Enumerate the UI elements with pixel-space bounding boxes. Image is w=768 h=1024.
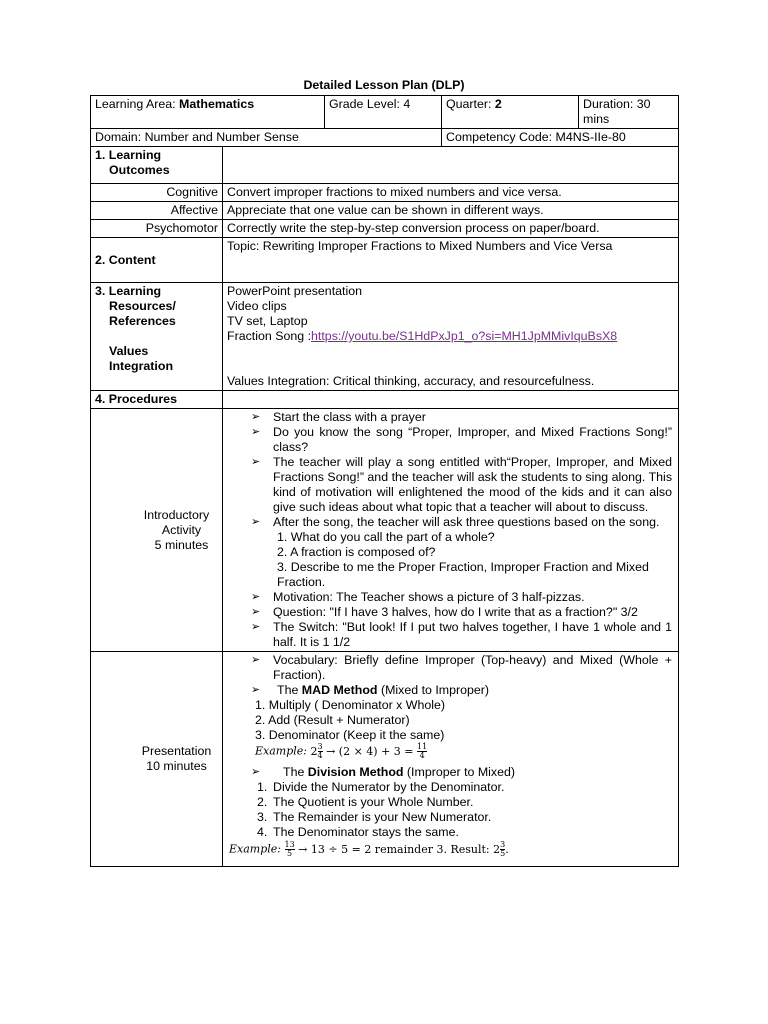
intro-bullet: ➢ Motivation: The Teacher shows a picture of 3 half-pizzas. <box>227 590 672 605</box>
intro-bullet: ➢ The teacher will play a song entitled with“Proper, Improper, and Mixed Fractions Song!” and the teacher will ask the students to sing along. This kind of motivation will enlightened the mood of the kids and it can also give such ideas about what topic that a teacher will about to discuss. <box>227 455 672 515</box>
division-bullet <box>227 765 672 780</box>
intro-bullet: ➢ After the song, the teacher will ask three questions based on the song. <box>227 515 672 530</box>
learning-area-cell <box>91 96 325 129</box>
resources-heading-line1: 3. Learning <box>95 284 162 298</box>
procedures-heading <box>91 391 223 409</box>
lesson-plan-table <box>90 95 679 867</box>
affective-label: Affective <box>91 202 223 220</box>
fraction: $\frac{11}{4}$ <box>417 742 428 760</box>
presentation-label-line1: Presentation <box>141 744 212 758</box>
division-method-title: Division Method <box>307 765 404 779</box>
step-text: The Remainder is your New Numerator. <box>273 810 492 824</box>
example-division-math: $\frac{13}{5}$ → 13 ÷ 5 = 2 remainder 3. Result: 2 $\frac{3}{5}$ . <box>284 840 509 858</box>
intro-question: 1. What do you call the part of a whole? <box>277 530 495 544</box>
resources-heading <box>91 283 223 391</box>
content-topic: Topic: Rewriting Improper Fractions to Mixed Numbers and Vice Versa <box>223 238 679 283</box>
learning-area-value: Mathematics <box>179 97 255 111</box>
mad-pre: The <box>277 683 302 697</box>
mad-step: 3. Denominator (Keep it the same) <box>255 728 445 742</box>
fraction-song-line <box>227 329 674 344</box>
fraction: $\frac{3}{5}$ <box>500 840 506 858</box>
introductory-label-line1: Introductory <box>143 507 210 522</box>
resource-item: Video clips <box>227 299 287 313</box>
div-post: (Improper to Mixed) <box>403 765 516 779</box>
example-division <box>227 841 672 861</box>
intro-bullets-2 <box>227 590 672 650</box>
header-row-2 <box>91 129 679 147</box>
presentation-label-line2: 10 minutes <box>146 759 207 773</box>
outcomes-heading-line2: Outcomes <box>109 163 170 177</box>
resource-item: TV set, Laptop <box>227 314 308 328</box>
resources-heading-line3: References <box>109 314 176 328</box>
presentation-label <box>91 652 223 867</box>
outcomes-heading-line1: 1. Learning <box>95 148 162 162</box>
example-division-label: Example: <box>229 842 281 856</box>
domain-cell: Domain: Number and Number Sense <box>91 129 442 147</box>
intro-bullet: ➢ Do you know the song “Proper, Improper, and Mixed Fractions Song!” class? <box>227 425 672 455</box>
intro-bullet: ➢ Question: "If I have 3 halves, how do I write that as a fraction?" 3/2 <box>227 605 672 620</box>
division-method-line <box>227 765 672 780</box>
affective-text: Appreciate that one value can be shown in different ways. <box>223 202 679 220</box>
resources-list <box>223 283 679 391</box>
division-step <box>227 795 672 810</box>
outcomes-heading-row <box>91 147 679 184</box>
header-row-1 <box>91 96 679 129</box>
values-heading-line1: Values <box>109 344 149 358</box>
step-number: 2. <box>257 795 268 809</box>
grade-level-cell: Grade Level: 4 <box>325 96 442 129</box>
intro-question: 3. Describe to me the Proper Fraction, Improper Fraction and Mixed Fraction. <box>277 560 649 589</box>
introductory-row <box>91 409 679 652</box>
presentation-content <box>223 652 679 867</box>
division-step <box>227 780 672 795</box>
cognitive-label: Cognitive <box>91 184 223 202</box>
step-number: 3. <box>257 810 268 824</box>
content-row <box>91 238 679 283</box>
vocab-bullet <box>227 653 672 683</box>
introductory-content <box>223 409 679 652</box>
introductory-label-line2: Activity <box>161 522 202 537</box>
mad-step: 2. Add (Result + Numerator) <box>255 713 410 727</box>
fraction-song-link[interactable]: https://youtu.be/S1HdPxJp1_o?si=MH1JpMMivIquBsX8 <box>311 329 618 343</box>
presentation-row <box>91 652 679 867</box>
psychomotor-text: Correctly write the step-by-step conversion process on paper/board. <box>223 220 679 238</box>
resources-heading-line2: Resources/ <box>109 299 176 313</box>
affective-row <box>91 202 679 220</box>
div-pre: The <box>283 765 308 779</box>
outcomes-empty-cell <box>223 147 679 184</box>
content-heading-text: 2. Content <box>95 252 156 267</box>
competency-cell: Competency Code: M4NS-IIe-80 <box>442 129 679 147</box>
mad-method-line <box>227 683 672 698</box>
intro-bullet: ➢ Start the class with a prayer <box>227 410 672 425</box>
mad-post: (Mixed to Improper) <box>377 683 490 697</box>
example-mad-label: Example: <box>255 744 307 758</box>
resource-item: PowerPoint presentation <box>227 284 363 298</box>
fraction-song-label: Fraction Song : <box>227 329 312 343</box>
mad-bullet <box>227 683 672 698</box>
fraction: $\frac{3}{4}$ <box>317 742 323 760</box>
procedures-empty-cell <box>223 391 679 409</box>
step-text: The Denominator stays the same. <box>273 825 459 839</box>
procedures-heading-text: 4. Procedures <box>95 392 177 406</box>
step-text: Divide the Numerator by the Denominator. <box>273 780 505 794</box>
step-text: The Quotient is your Whole Number. <box>273 795 474 809</box>
introductory-label <box>91 409 223 652</box>
learning-area-label: Learning Area: <box>95 97 180 111</box>
intro-bullets <box>227 410 672 530</box>
example-mad-math: 2 $\frac{3}{4}$ → (2 × 4) + 3 = $\frac{11}{4}$ <box>310 742 428 760</box>
psychomotor-label: Psychomotor <box>91 220 223 238</box>
example-mad <box>227 743 672 763</box>
step-number: 1. <box>257 780 268 794</box>
intro-bullet: ➢ The Switch: "But look! If I put two halves together, I have 1 whole and 1 half. It is 1 1/2 <box>227 620 672 650</box>
mad-step: 1. Multiply ( Denominator x Whole) <box>255 698 446 712</box>
resources-row <box>91 283 679 391</box>
psychomotor-row <box>91 220 679 238</box>
values-integration-text: Values Integration: Critical thinking, accuracy, and resourcefulness. <box>227 374 595 388</box>
introductory-label-line3: 5 minutes <box>154 537 209 552</box>
step-number: 4. <box>257 825 268 839</box>
duration-cell: Duration: 30 mins <box>579 96 679 129</box>
values-heading-line2: Integration <box>109 359 174 373</box>
document-title: Detailed Lesson Plan (DLP) <box>303 78 465 92</box>
procedures-heading-row <box>91 391 679 409</box>
quarter-label: Quarter: <box>446 97 495 111</box>
mad-method-title: MAD Method <box>301 683 378 697</box>
vocab-text: ➢ Vocabulary: Briefly define Improper (Top-heavy) and Mixed (Whole + Fraction). <box>227 653 672 683</box>
division-step <box>227 825 672 840</box>
cognitive-row <box>91 184 679 202</box>
content-heading <box>91 238 223 283</box>
fraction: $\frac{13}{5}$ <box>284 840 295 858</box>
quarter-cell <box>442 96 579 129</box>
division-step <box>227 810 672 825</box>
outcomes-heading <box>91 147 223 184</box>
intro-question: 2. A fraction is composed of? <box>277 545 436 559</box>
quarter-value: 2 <box>494 97 502 111</box>
division-steps <box>227 780 672 840</box>
cognitive-text: Convert improper fractions to mixed numbers and vice versa. <box>223 184 679 202</box>
